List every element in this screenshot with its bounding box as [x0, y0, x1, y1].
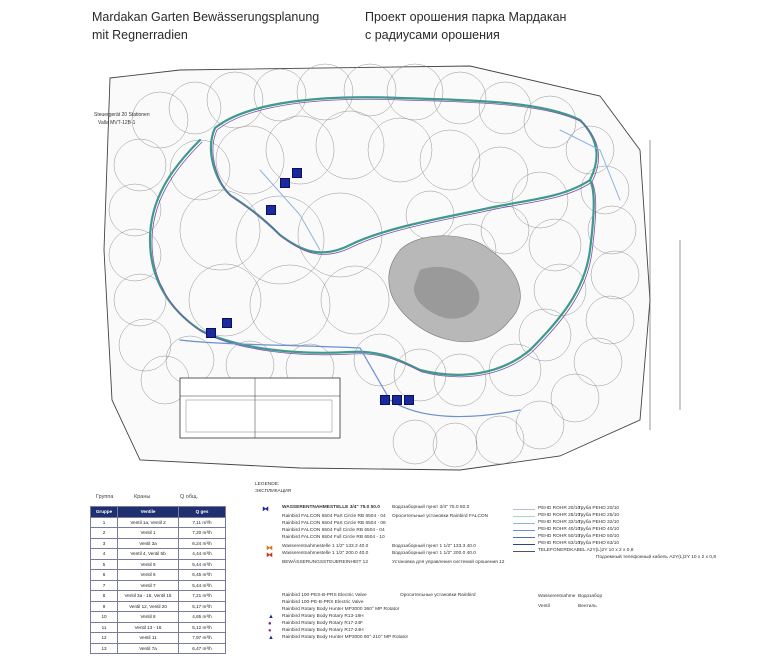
legend-title-ru: ЭКСПЛИКАЦИЯ — [255, 489, 292, 494]
groups-table — [90, 506, 226, 654]
table-row: 11 Ventil 13 - 16 5,12 m³/h — [91, 622, 226, 633]
rotor-icon: ● — [268, 628, 272, 634]
valve-box[interactable] — [404, 395, 414, 405]
legend-item: PEHD ROHR 20/10 — [538, 506, 581, 511]
legend-item: Rainbird FALCON 6504 Part Circle RB 6504 - 04 — [282, 514, 386, 519]
title-ru-line2: с радиусами орошения — [365, 28, 500, 42]
title-de-line2: mit Regnerradien — [92, 28, 188, 42]
valve-box[interactable] — [266, 205, 276, 215]
table-row: 12 Ventil 11 7,97 m³/h — [91, 633, 226, 644]
valve-box[interactable] — [280, 178, 290, 188]
legend-item-ru: Труба PEHD 25/10 — [578, 513, 620, 518]
legend-item: Rainbird FALCON 6504 Full Circle RB 6504 - 10 — [282, 535, 385, 540]
table-row: 2 Ventil 1 7,20 m³/h — [91, 528, 226, 539]
legend-item-ru: Труба PEHD 40/10 — [578, 527, 620, 532]
groups-col-q: Q ges — [179, 507, 226, 518]
groups-head-ru-valves: Краны — [134, 494, 151, 500]
legend-item-ru: Вентиль — [578, 604, 597, 609]
legend-item-ru: Водозаборный пункт 1 1/2" 200.0 40.0 — [392, 551, 476, 556]
rotor-icon: ▲ — [268, 635, 274, 641]
legend-item-ru: Оросительные установки Rainbird — [400, 593, 476, 598]
table-row: 6 Ventil 6 6,45 m³/h — [91, 570, 226, 581]
tap-orange-icon: ⧓ — [266, 545, 273, 552]
pipe-swatch — [513, 523, 535, 524]
legend-item-ru: Водозаборный пункт 3/4" 75.0 50.0 — [392, 505, 470, 510]
pipe-swatch — [513, 509, 535, 510]
legend-item: PEHD ROHR 25/10 — [538, 513, 581, 518]
legend-item-ru: Труба PEHD 20/10 — [578, 506, 620, 511]
pipe-swatch — [513, 537, 535, 538]
legend-item: PEHD ROHR 50/10 — [538, 534, 581, 539]
pipe-swatch — [513, 544, 535, 545]
legend-item: Rainbird 100-PE-B-PRS Electric Valve — [282, 600, 364, 605]
table-row: 10 Ventil 8 4,65 m³/h — [91, 612, 226, 623]
table-row: 4 Ventil 4, Ventil 5b 4,44 m³/h — [91, 549, 226, 560]
valve-box[interactable] — [292, 168, 302, 178]
legend-item: Rainbird Rotary Body Rotary R17-24F — [282, 621, 364, 626]
pipe-swatch — [513, 551, 535, 552]
table-row: 9 Ventil 12, Ventil 20 5,17 m³/h — [91, 601, 226, 612]
legend-item: Rainbird Rotary Body Rotary R17-24H — [282, 628, 364, 633]
legend-item: Rainbird FALCON 6504 Part Circle RB 6504 - 08 — [282, 521, 386, 526]
controller-note: Steuergerät 20 Stationen — [94, 112, 150, 118]
legend-item: Wasserentnahme — [538, 594, 576, 599]
legend-item: Wasserentnahmestelle 1 1/2" 200.0 40.0 — [282, 551, 369, 556]
groups-head-ru-group: Группа — [96, 494, 114, 500]
legend-item-ru: Установка для управления системой орошения 12 — [392, 560, 505, 565]
valve-box[interactable] — [206, 328, 216, 338]
legend-item: Rainbird Rotary Body Rotary R13-18H — [282, 614, 364, 619]
legend-title-de: LEGENDE: — [255, 482, 280, 487]
legend-item: TELEFONERDKABEL A2Y(L)2Y 10 x 2 x 0,8 — [538, 548, 634, 553]
legend-item: Rainbird Rotary Body Hunter MP3000 90°-210° MP Rotator — [282, 635, 409, 640]
rotor-icon: ● — [268, 621, 272, 627]
table-row: 1 Ventil 1а, Ventil 2 7,11 m³/h — [91, 517, 226, 528]
title-de-line1: Mardakan Garten Bewässerungsplanung — [92, 10, 320, 24]
tap-red-icon: ⧓ — [266, 552, 273, 559]
table-row: 8 Ventil 3a - 16, Ventil 15 7,21 m³/h — [91, 591, 226, 602]
groups-head-ru-q: Q общ. — [180, 494, 199, 500]
legend-item: PEHD ROHR 32/10 — [538, 520, 581, 525]
legend-item: BEWÄSSERUNGSSTEUEREINHEIT 12 — [282, 560, 369, 565]
table-row: 5 Ventil 5 5,44 m³/h — [91, 559, 226, 570]
legend-item-ru: Водозаборный пункт 1 1/2" 133.3 40.0 — [392, 544, 476, 549]
legend-item: PEHD ROHR 40/10 — [538, 527, 581, 532]
valve-box[interactable] — [380, 395, 390, 405]
controller-model: Valla MVT-12B-1 — [98, 120, 136, 126]
legend-item: PEHD ROHR 63/10 — [538, 541, 581, 546]
legend-item-ru: Труба PEHD 50/10 — [578, 534, 620, 539]
pipe-swatch — [513, 516, 535, 517]
legend-item: Ventil — [538, 604, 550, 609]
legend-item: Rainbird Rotary Body Hunter MP3000 360° MP Rotator — [282, 607, 400, 612]
legend-item: WASSERENTNAHMESTELLE 3/4" 75.0 50.0 — [282, 505, 380, 510]
groups-col-group: Gruppe — [91, 507, 118, 518]
legend-item: Rainbird 100-PES-B-PRS Electric Valve — [282, 593, 367, 598]
legend-item-ru: Оросительные установки Rainbird FALCON — [392, 514, 489, 519]
building — [180, 378, 340, 438]
table-row: 13 Ventil 7a 6,47 m³/h — [91, 643, 226, 654]
pipe-swatch — [513, 530, 535, 531]
legend-item-ru: Водозабор — [578, 594, 603, 599]
legend-item-ru: Труба PEHD 63/10 — [578, 541, 620, 546]
table-row: 7 Ventil 7 5,44 m³/h — [91, 580, 226, 591]
legend-item: Rainbird FALCON 6504 Full Circle RB 6504 - 04 — [282, 528, 385, 533]
title-ru-line1: Проект орошения парка Мардакан — [365, 10, 567, 24]
groups-col-valves: Ventile — [118, 507, 179, 518]
water-tap-icon: ⧓ — [262, 506, 269, 513]
table-row: 3 Ventil 3a 6,24 m³/h — [91, 538, 226, 549]
legend-item: Wasserentnahmestelle 1 1/2" 133.3 40.0 — [282, 544, 369, 549]
valve-box[interactable] — [392, 395, 402, 405]
legend-item-ru: Подземный телефонный кабель A2Y(L)2Y 10 x 2 x 0,8 — [596, 555, 717, 560]
legend-item-ru: Труба PEHD 32/10 — [578, 520, 620, 525]
valve-box[interactable] — [222, 318, 232, 328]
rotor-icon: ▲ — [268, 614, 274, 620]
